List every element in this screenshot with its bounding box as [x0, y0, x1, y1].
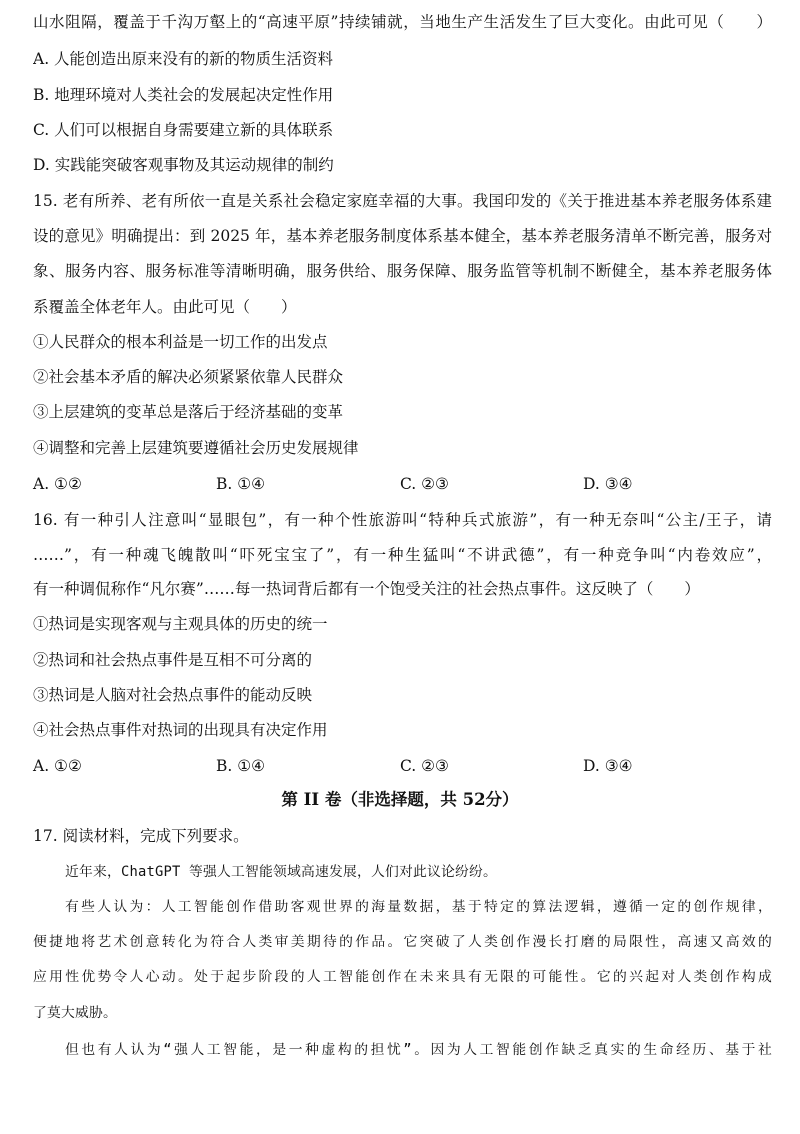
- q17-material-line: 了莫大威胁。: [33, 1005, 117, 1021]
- q17-material-line: 近年来，ChatGPT 等强人工智能领域高速发展，人们对此议论纷纷。: [65, 864, 497, 880]
- q14-option-c: C. 人们可以根据自身需要建立新的具体联系: [33, 121, 334, 139]
- q15-stem-line: 设的意见》明确提出：到 2025 年，基本养老服务制度体系基本健全，基本养老服务清单不断完善，服务对: [33, 227, 772, 245]
- q17-material-line: 有些人认为：人工智能创作借助客观世界的海量数据，基于特定的算法逻辑，遵循一定的创作规律，: [65, 899, 772, 915]
- q15-stem-line: 象、服务内容、服务标准等清晰明确，服务供给、服务保障、服务监管等机制不断健全，基本养老服务体: [33, 262, 772, 280]
- q15-statement-4: ④调整和完善上层建筑要遵循社会历史发展规律: [33, 439, 359, 457]
- q15-choice-a: A. ①②: [33, 475, 82, 493]
- q15-choice-b: B. ①④: [216, 475, 266, 493]
- q15-statement-3: ③上层建筑的变革总是落后于经济基础的变革: [33, 403, 344, 421]
- q14-option-b: B. 地理环境对人类社会的发展起决定性作用: [33, 86, 334, 104]
- q16-choice-a: A. ①②: [33, 757, 82, 775]
- q16-statement-3: ③热词是人脑对社会热点事件的能动反映: [33, 686, 313, 704]
- q16-choice-c: C. ②③: [400, 757, 449, 775]
- q14-option-a: A. 人能创造出原来没有的新的物质生活资料: [33, 50, 334, 68]
- q16-statement-4: ④社会热点事件对热词的出现具有决定作用: [33, 721, 328, 739]
- q15-statement-2: ②社会基本矛盾的解决必须紧紧依靠人民群众: [33, 368, 344, 386]
- q17-material-line: 但也有人认为“强人工智能，是一种虚构的担忧”。因为人工智能创作缺乏真实的生命经历、基于社: [65, 1042, 772, 1058]
- q17-prompt: 17. 阅读材料，完成下列要求。: [33, 827, 249, 845]
- q17-material-line: 便捷地将艺术创意转化为符合人类审美期待的作品。它突破了人类创作漫长打磨的局限性，高速又高效的: [33, 934, 772, 950]
- q16-statement-1: ①热词是实现客观与主观具体的历史的统一: [33, 615, 328, 633]
- q16-statement-2: ②热词和社会热点事件是互相不可分离的: [33, 651, 313, 669]
- q15-stem-line: 系覆盖全体老年人。由此可见（ ）: [33, 298, 297, 316]
- q15-stem-line: 15. 老有所养、老有所依一直是关系社会稳定家庭幸福的大事。我国印发的《关于推进基本养老服务体系建: [33, 192, 772, 210]
- q16-choice-b: B. ①④: [216, 757, 266, 775]
- q15-choice-d: D. ③④: [583, 475, 633, 493]
- q16-stem-line: ……”，有一种魂飞魄散叫“吓死宝宝了”，有一种生猛叫“不讲武德”，有一种竞争叫“内卷效应”，: [33, 546, 772, 564]
- q14-option-d: D. 实践能突破客观事物及其运动规律的制约: [33, 156, 334, 174]
- q16-stem-line: 16. 有一种引人注意叫“显眼包”，有一种个性旅游叫“特种兵式旅游”，有一种无奈叫“公主/王子，请: [33, 511, 772, 529]
- section-ii-heading: 第 II 卷（非选择题，共 52分）: [281, 790, 519, 809]
- q16-choice-d: D. ③④: [583, 757, 633, 775]
- q16-stem-line: 有一种调侃称作“凡尔赛”……每一热词背后都有一个饱受关注的社会热点事件。这反映了（ ）: [33, 580, 700, 598]
- q15-statement-1: ①人民群众的根本利益是一切工作的出发点: [33, 333, 328, 351]
- q14-stem-tail: 山水阻隔，覆盖于千沟万壑上的“高速平原”持续铺就，当地生产生活发生了巨大变化。由此可见（ ）: [33, 13, 772, 31]
- q15-choice-c: C. ②③: [400, 475, 449, 493]
- q17-material-line: 应用性优势令人心动。处于起步阶段的人工智能创作在未来具有无限的可能性。它的兴起对人类创作构成: [33, 969, 772, 985]
